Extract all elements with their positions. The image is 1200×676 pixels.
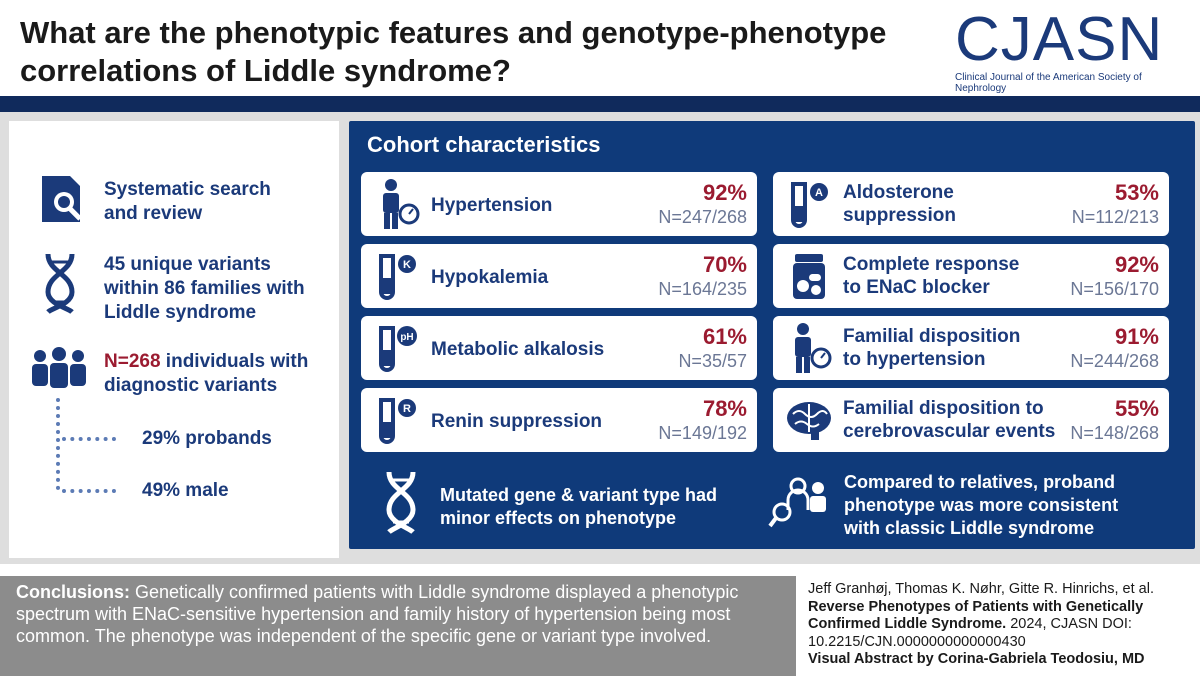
- svg-text:A: A: [815, 187, 823, 199]
- probands-text: 29% probands: [142, 428, 272, 449]
- card-percent: 70%: [702, 252, 747, 277]
- card-label: Complete response to ENaC blocker: [843, 254, 1020, 298]
- card-hypokalemia: [361, 244, 757, 308]
- card-percent: 92%: [702, 180, 747, 205]
- person-bp-icon: [371, 178, 423, 230]
- dna-icon: [383, 470, 419, 534]
- card-count: N=156/170: [1070, 279, 1159, 299]
- tree-branch: [62, 489, 116, 493]
- gene-effect-note: Mutated gene & variant type had minor effects on phenotype: [440, 485, 718, 528]
- card-label: Hypertension: [431, 195, 553, 216]
- test-tube-a-icon: [783, 178, 835, 230]
- card-label: Renin suppression: [431, 411, 603, 432]
- brain-icon: [783, 394, 835, 446]
- card-count: N=244/268: [1070, 351, 1159, 371]
- proband-note: Compared to relatives, proband phenotype was more consistent with classic Liddle syndrome: [844, 472, 1119, 538]
- card-familial-hypertension: [773, 316, 1169, 380]
- card-count: N=164/235: [658, 279, 747, 299]
- card-percent: 53%: [1114, 180, 1159, 205]
- document-search-icon: [36, 172, 90, 226]
- card-cerebrovascular: [773, 388, 1169, 452]
- conclusions-text: Conclusions: Genetically confirmed patients with Liddle syndrome displayed a phenotypic spectrum with ENaC-sensitive hypertension and family history of hypertension being most common. The phenotype was independent of the specific gene or variant type involved.: [16, 582, 739, 646]
- header-band: [0, 96, 1200, 112]
- person-bp-icon: [783, 322, 835, 374]
- people-group-icon: [28, 346, 90, 388]
- header: [0, 0, 1200, 96]
- svg-text:pH: pH: [400, 332, 414, 343]
- card-hypertension: [361, 172, 757, 236]
- cjasn-logo: CJASN Clinical Journal of the American Society of Nephrology: [955, 5, 1164, 94]
- people-search-icon: [768, 476, 832, 528]
- card-label: Familial disposition to cerebrovascular events: [843, 398, 1056, 442]
- card-label: Familial disposition to hypertension: [843, 326, 1021, 370]
- card-count: N=112/213: [1071, 207, 1159, 227]
- tree-line: [56, 398, 60, 490]
- card-metabolic-alkalosis: [361, 316, 757, 380]
- card-percent: 91%: [1114, 324, 1159, 349]
- male-text: 49% male: [142, 480, 229, 501]
- svg-text:R: R: [403, 403, 411, 415]
- card-percent: 92%: [1114, 252, 1159, 277]
- test-tube-r-icon: [371, 394, 423, 446]
- card-label: Hypokalemia: [431, 267, 549, 288]
- citation: Jeff Granhøj, Thomas K. Nøhr, Gitte R. Hinrichs, et al. Reverse Phenotypes of Patients with Genetically Confirmed Liddle Syndrome. 2024, CJASN DOI: 10.2215/CJN.0000000000000430 Visual Abstract by Corina-Gabriela Teodosiu, MD: [808, 581, 1154, 667]
- card-count: N=247/268: [658, 207, 747, 227]
- card-renin-suppression: [361, 388, 757, 452]
- card-count: N=148/268: [1070, 423, 1159, 443]
- svg-text:K: K: [403, 259, 411, 271]
- test-tube-ph-icon: [371, 322, 423, 374]
- variants-text: 45 unique variants within 86 families with Liddle syndrome: [104, 254, 305, 323]
- pill-bottle-icon: [783, 250, 835, 302]
- card-count: N=35/57: [678, 351, 747, 371]
- tree-branch: [62, 437, 116, 441]
- card-percent: 61%: [702, 324, 747, 349]
- card-count: N=149/192: [658, 423, 747, 443]
- individuals-text: N=268 individuals with diagnostic variants: [104, 351, 309, 396]
- card-aldosterone: [773, 172, 1169, 236]
- cohort-title: Cohort characteristics: [367, 132, 601, 157]
- dna-icon: [42, 252, 78, 314]
- card-percent: 78%: [702, 396, 747, 421]
- card-label: Metabolic alkalosis: [431, 339, 605, 360]
- page-title: What are the phenotypic features and genotype-phenotype correlations of Liddle syndrome?: [20, 15, 887, 88]
- test-tube-k-icon: [371, 250, 423, 302]
- card-percent: 55%: [1114, 396, 1159, 421]
- card-enac-response: [773, 244, 1169, 308]
- search-review-text: Systematic search and review: [104, 179, 271, 224]
- card-label: Aldosterone suppression: [843, 182, 956, 226]
